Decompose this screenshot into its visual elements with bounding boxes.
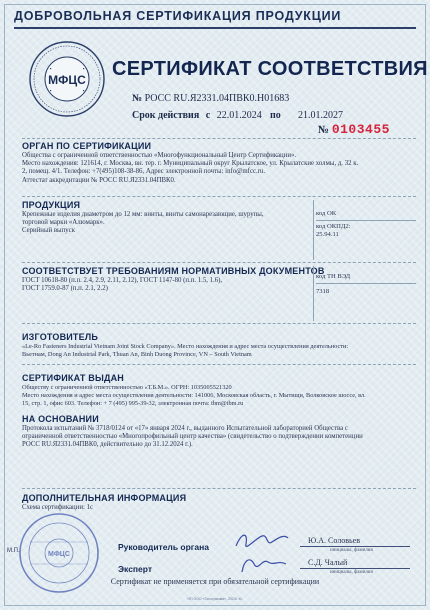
tnved-value: 7318 [316,288,330,295]
requirements-line: ГОСТ 10618-80 (п.п. 2.4, 2.9, 2.11, 2.12), ГОСТ 1147-80 (п.п. 1.5, 1.6), [22,277,223,284]
validity-from-label: с [205,110,211,121]
basis-title: НА ОСНОВАНИИ [22,414,99,424]
expert-signature-line [300,568,410,569]
date-to: 21.01.2027 [298,110,343,121]
head-name: Ю.А. Соловьев [308,536,360,545]
product-codes [316,210,416,239]
product-title: ПРОДУКЦИЯ [22,200,81,210]
footer-note: Сертификат не применяется при обязательной сертификации [110,577,320,586]
column-divider [313,200,314,260]
divider [22,488,416,489]
divider [22,262,416,263]
date-from: 22.01.2024 [216,110,262,121]
registration-number [132,93,289,104]
certificate-title: СЕРТИФИКАТ СООТВЕТСТВИЯ [112,58,428,80]
serial-number [318,122,390,137]
reg-prefix: № [132,93,143,104]
product-line: Серийный выпуск [22,227,75,235]
divider [22,323,416,324]
tnved-label: код ТН ВЭД [316,273,416,284]
product-line: Крепежные изделия диаметром до 12 мм: винты, винты самонарезающие, шурупы, [22,211,264,218]
head-label: Руководитель органа [118,542,209,552]
svg-text:МФЦС: МФЦС [48,551,70,558]
expert-name: С.Д. Чалый [308,558,348,567]
basis-line: Протокола испытаний № 3718/0124 от «17» января 2024 г., выданного Испытательной лабораторией Общества с [22,425,348,432]
product-line: торговой марки «Алюмарк». [22,219,105,227]
issued-line: Место нахождения и адрес места осуществления деятельности: 141006, Московская область, г. Мытищи, Волковское шоссе, вл. [22,392,366,400]
mfcs-seal-icon [28,40,106,118]
validity-label: Срок действия [132,110,200,121]
issued-line: 15, стр. 1, офис 603. Телефон: + 7 (495) 995-39-32, электронная почта: tbm@tbm.ru [22,400,244,408]
additional-title: ДОПОЛНИТЕЛЬНАЯ ИНФОРМАЦИЯ [22,493,187,503]
basis-line: РОСС RU.Я2331.04ПВК0, действительно до 31.12.2024 г.). [22,441,193,449]
expert-caption: инициалы, фамилия [330,570,373,575]
requirements-title: СООТВЕТСТВУЕТ ТРЕБОВАНИЯМ НОРМАТИВНЫХ ДОКУМЕНТОВ [22,266,325,276]
header-divider [14,27,416,29]
reg-number-value: РОСС RU.Я2331.04ПВК0.Н01683 [144,93,290,104]
organ-line: Аттестат аккредитации № РОСС RU.Я2331.04ПВК0. [22,176,176,184]
serial-prefix: № [318,124,330,136]
organ-title: ОРГАН ПО СЕРТИФИКАЦИИ [22,141,152,151]
validity-period [132,110,343,121]
header-title: ДОБРОВОЛЬНАЯ СЕРТИФИКАЦИЯ ПРОДУКЦИИ [14,9,342,23]
organ-line: Место нахождения: 121614, г. Москва, вн. тер. г. Муниципальный округ Крылатское, ул. Крылатские холмы, д. 32 к. [22,160,359,168]
organ-line: 2, помещ. 4/1. Телефон: +7(495)108-38-86, Адрес электронной почты: info@mfcc.ru. [22,168,266,176]
tnved-codes [316,273,416,296]
basis-text [22,425,417,450]
requirements-line: ГОСТ 1759.0-87 (п.п. 2.1, 2.2) [22,285,108,293]
okpd-value: 25.94.11 [316,231,339,238]
manufacturer-line: «Le-Ro Fasteners Industrial Vietnam Joint Stock Company». Место нахождения и адрес места осуществления деятельности: [22,343,349,350]
divider [22,138,416,139]
issued-title: СЕРТИФИКАТ ВЫДАН [22,373,124,383]
divider [22,364,416,365]
head-caption: инициалы, фамилия [330,548,373,553]
additional-line: Схема сертификации: 1с [22,504,93,511]
validity-to-label: по [270,110,281,121]
additional-text [22,504,322,512]
expert-signature-icon [236,552,296,578]
manufacturer-line: Вьетнам, Dong An Industrial Park, Thuan An, Binh Duong Province, VN – South Vietnam [22,351,252,359]
manufacturer-text [22,343,417,359]
issued-text [22,384,417,409]
manufacturer-title: ИЗГОТОВИТЕЛЬ [22,332,99,342]
product-text [22,211,312,236]
divider [22,196,416,197]
issued-line: Обществу с ограниченной ответственностью «Т.Б.М.». ОГРН: 1035005521320 [22,384,232,391]
okpd-label: код ОКПД2: [316,223,351,230]
stamp-place-label: М.П. [7,548,20,554]
head-signature-icon [232,528,292,554]
basis-line: ограниченной ответственностью «Многопрофильный центр качества» (свидетельство о подтверждении компетенции [22,433,363,441]
code-ok-label: код ОК [316,210,416,221]
serial-number-value: 0103455 [331,122,390,137]
column-divider [313,266,314,321]
svg-text:МФЦС: МФЦС [48,73,86,87]
print-number: НП ООО «Голограмма», 2023г. М. [187,597,243,601]
requirements-text [22,277,312,293]
head-signature-line [300,546,410,547]
organ-line: Общества с ограниченной ответственностью «Многофункциональный Центр Сертификации». [22,152,297,159]
expert-label: Эксперт [118,564,153,574]
organ-text [22,152,417,185]
